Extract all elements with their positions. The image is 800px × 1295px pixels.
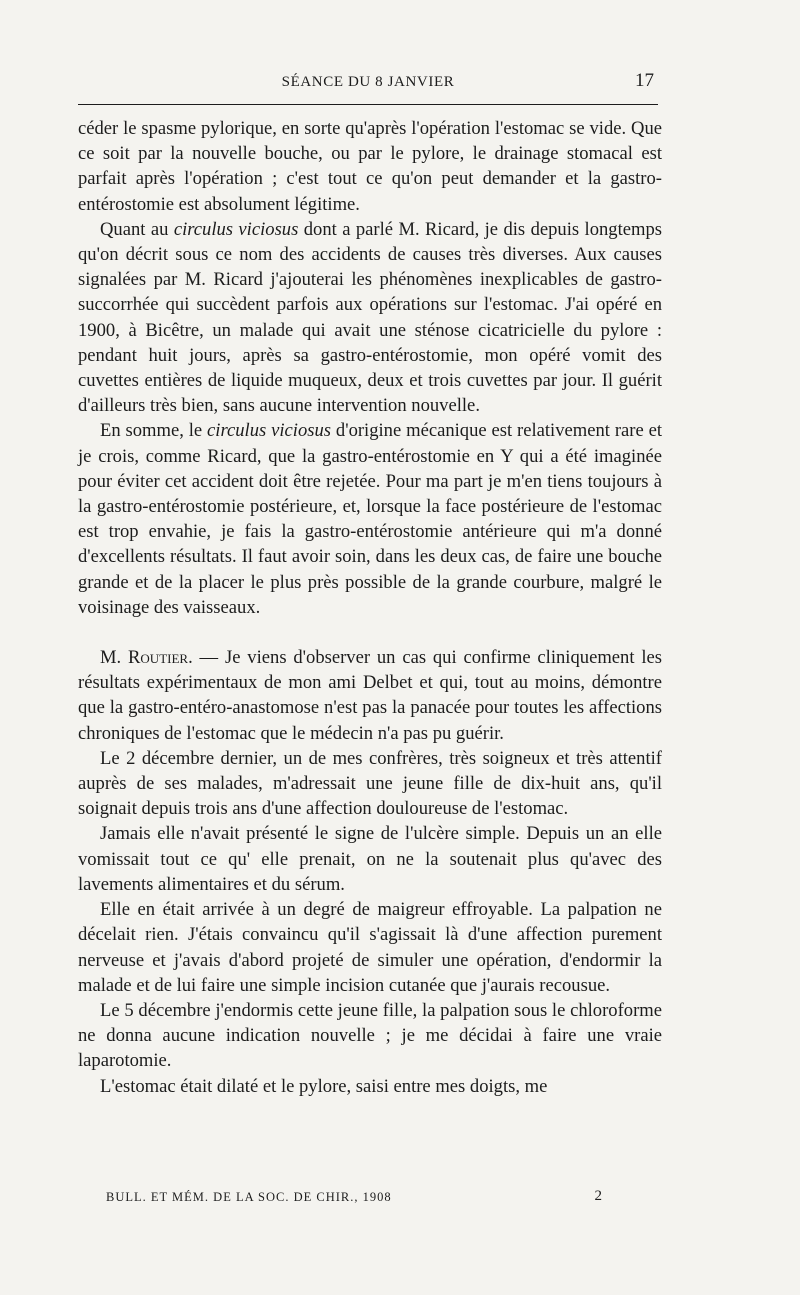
text-run: Elle en était arrivée à un degré de maigreur effroyable. La palpation ne décelait rien. J'étais convaincu qu'il s'agissait là d'une affection purement nerveuse et j'avais d'abord projeté de simuler une opération, d'endormir la malade et de lui faire une simple incision cutanée que j'aurais recousue. — [78, 899, 662, 996]
text-run: En somme, le — [100, 420, 208, 442]
paragraph — [78, 746, 662, 822]
text-run: d'origine mécanique est relativement rare et je crois, comme Ricard, que la gastro-entérostomie en Y qui a été imaginée pour éviter cet accident doit être rejetée. Pour ma part je m'en tiens toujours à la gastro-entérostomie postérieure, et, lorsque la face postérieure de l'estomac est trop envahie, je fais la gastro-entérostomie antérieure qui m'a donné d'excellents résultats. Il faut avoir soin, dans les deux cas, de faire une bouche grande et de la placer le plus près possible de la grande courbure, malgré le voisinage des vaisseaux. — [78, 420, 662, 618]
speaker-name: Routier — [128, 647, 189, 669]
header-title: SÉANCE DU 8 JANVIER — [281, 74, 455, 90]
header-rule — [78, 104, 658, 105]
paragraph — [78, 645, 662, 746]
text-run: dont a parlé M. Ricard, je dis depuis longtemps qu'on décrit sous ce nom des accidents de causes très diverses. Aux causes signalées par M. Ricard j'ajouterai les phénomènes inexplicables de gastro-succorrhée qui succèdent parfois aux opérations sur l'estomac. J'ai opéré en 1900, à Bicêtre, un malade qui avait une sténose cicatricielle du pylore : pendant huit jours, après sa gastro-entérostomie, mon opéré vomit des cuvettes entières de liquide muqueux, deux et trois cuvettes par jour. Il guérit d'ailleurs très bien, sans aucune intervention nouvelle. — [78, 218, 662, 417]
text-run: Le 2 décembre dernier, un de mes confrères, très soigneux et très attentif auprès de ses malades, m'adressait une jeune fille de dix-huit ans, qu'il soignait depuis trois ans d'une affection douloureuse de l'estomac. — [78, 747, 662, 820]
body-text — [78, 116, 662, 1099]
page-number: 17 — [635, 70, 654, 91]
paragraph — [78, 998, 662, 1074]
running-header — [78, 68, 658, 98]
italic-term: circulus viciosus — [207, 420, 332, 442]
text-run: Jamais elle n'avait présenté le signe de l'ulcère simple. Depuis un an elle vomissait tout ce qu' elle prenait, on ne la soutenait plus qu'avec des lavements alimentaires et du sérum. — [78, 823, 662, 895]
paragraph — [78, 418, 662, 620]
paragraph — [78, 217, 662, 419]
text-run: M. — [100, 647, 129, 669]
footer-citation: BULL. ET MÉM. DE LA SOC. DE CHIR., 1908 — [106, 1190, 392, 1204]
text-run: Le 5 décembre j'endormis cette jeune fille, la palpation sous le chloroforme ne donna aucune indication nouvelle ; je me décidai à faire une vraie laparotomie. — [78, 999, 662, 1072]
page-footer — [106, 1190, 626, 1214]
paragraph — [78, 1074, 662, 1099]
paragraph — [78, 897, 662, 998]
text-run: L'estomac était dilaté et le pylore, saisi entre mes doigts, me — [100, 1075, 548, 1097]
text-run: Quant au — [100, 218, 174, 240]
signature-mark: 2 — [594, 1188, 602, 1204]
paragraph — [78, 116, 662, 217]
text-run: céder le spasme pylorique, en sorte qu'après l'opération l'estomac se vide. Que ce soit par la nouvelle bouche, ou par le pylore, le drainage stomacal est parfait après l'opération ; c'est tout ce qu'on peut demander et la gastro-entérostomie est absolument légitime. — [78, 118, 662, 215]
italic-term: circulus viciosus — [173, 218, 299, 240]
paragraph — [78, 821, 662, 897]
text-run: . — Je viens d'observer un cas qui confirme cliniquement les résultats expérimentaux de mon ami Delbet et qui, tout au moins, démontre que la gastro-entéro-anastomose n'est pas la panacée pour toutes les affections chroniques de l'estomac que le médecin n'a pas pu guérir. — [78, 647, 662, 744]
